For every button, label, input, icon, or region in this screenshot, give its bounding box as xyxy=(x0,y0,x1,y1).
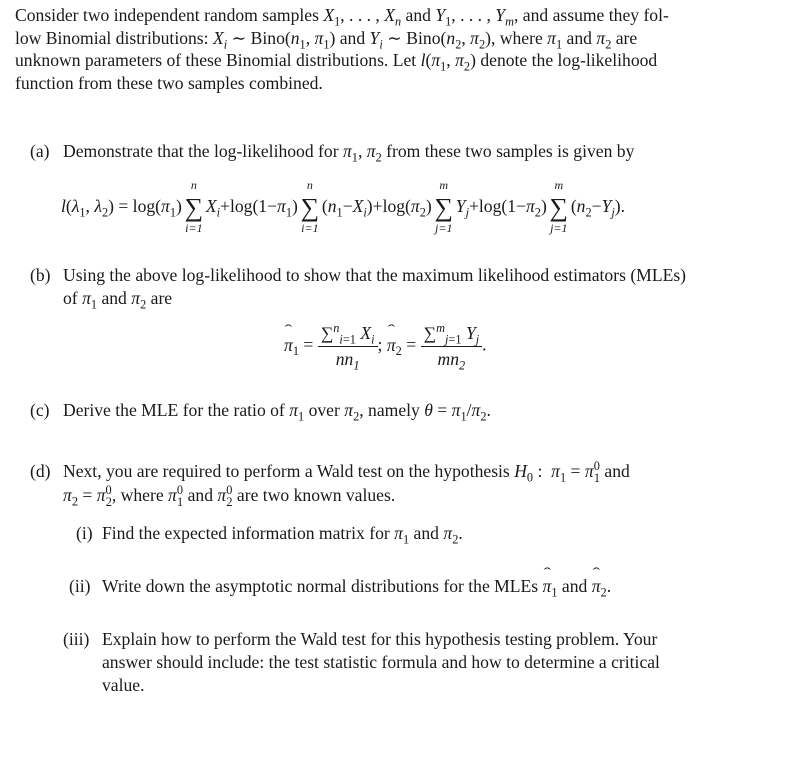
part-d-ii-text: Write down the asymptotic normal distributions for the MLEs ˆ $\pi_1$ and ˆ $\pi_2$. xyxy=(102,575,762,598)
part-d-iii-line-2: answer should include: the test statistic formula and how to determine a critical xyxy=(102,652,660,672)
sum-symbol: m ∑ j=1 xyxy=(434,178,454,235)
part-d-i-label: (i) xyxy=(76,523,93,543)
part-b-line-2: of $\pi_1$ and $\pi_2$ are xyxy=(63,288,173,312)
intro-line-3: unknown parameters of these Binomial distributions. Let $l(\pi_1$, $\pi_2$) denote the log-likelihood xyxy=(15,50,658,74)
part-d-iii-line-3: value. xyxy=(102,675,145,695)
part-b-label: (b) xyxy=(30,265,51,285)
part-a-text: Demonstrate that the log-likelihood for $\pi_1$, $\pi_2$ from these two samples is given by xyxy=(63,141,635,165)
part-d-iii-label: (iii) xyxy=(63,629,90,649)
sum-symbol: n ∑ i=1 xyxy=(184,178,204,235)
intro-line-2: low Binomial distributions: $X_i$ ∼ $Bino(n_1$, $\pi_1$) and $Y_i$ ∼ $Bino(n_2$, $\pi_2$), where $\pi_1$ and $\pi_2$ are xyxy=(15,27,638,52)
part-d-i-text: Find the expected information matrix for $\pi_1$ and $\pi_2$. xyxy=(102,523,463,547)
log-likelihood-equation: $l(\lambda_1$, $\lambda_2) = \log(\pi_1)$ n ∑ i=1 $X_i+\log(1-\pi_1)$ n ∑ i=1 $(n_1-X_i)+\log(\pi_2)$ m ∑ j=1 $Y_j+\log(1-\pi_2)$ m ∑ j=1 $(n_2-Y_j)$. xyxy=(61,178,626,235)
fraction: $\frac{\sum^n_{i=1} X_i}{nn_1}$ xyxy=(318,323,378,370)
part-d-iii-line-1: Explain how to perform the Wald test for this hypothesis testing problem. Your xyxy=(102,629,658,649)
intro-line-4: function from these two samples combined. xyxy=(15,72,323,93)
part-d-line-1: Next, you are required to perform a Wald test on the hypothesis $H_0$ : $\pi_1 = \pi^0_1$ and xyxy=(63,459,630,485)
sum-symbol: n ∑ i=1 xyxy=(300,178,320,235)
part-a-label: (a) xyxy=(30,141,50,161)
fraction: $\frac{\sum^m_{j=1} Y_j}{mn_2}$ xyxy=(421,323,483,370)
part-c-label: (c) xyxy=(30,400,50,420)
part-c-text: Derive the MLE for the ratio of $\pi_1$ over $\pi_2$, namely $\theta = \pi_1/\pi_2$. xyxy=(63,400,491,424)
part-d-label: (d) xyxy=(30,461,51,481)
part-d-line-2: $\pi_2 = \pi^0_2$, where $\pi^0_1$ and $\pi^0_2$ are two known values. xyxy=(63,483,396,509)
mle-equation: ˆ $\pi_1$ = $\frac{\sum^n_{i=1} X_i}{nn_1}$ ; ˆ $\pi_2$ = $\frac{\sum^m_{j=1} Y_j}{mn_2}$ . xyxy=(284,323,487,370)
part-d-ii-label: (ii) xyxy=(69,576,91,596)
sum-symbol: m ∑ j=1 xyxy=(549,178,569,235)
intro-paragraph xyxy=(15,4,763,94)
part-b-line-1: Using the above log-likelihood to show that the maximum likelihood estimators (MLEs) xyxy=(63,265,687,285)
intro-line-1: Consider two independent random samples $X_1$, . . . , $X_n$ and $Y_1$, . . . , $Y_m$, and assume they fol- xyxy=(15,5,669,29)
